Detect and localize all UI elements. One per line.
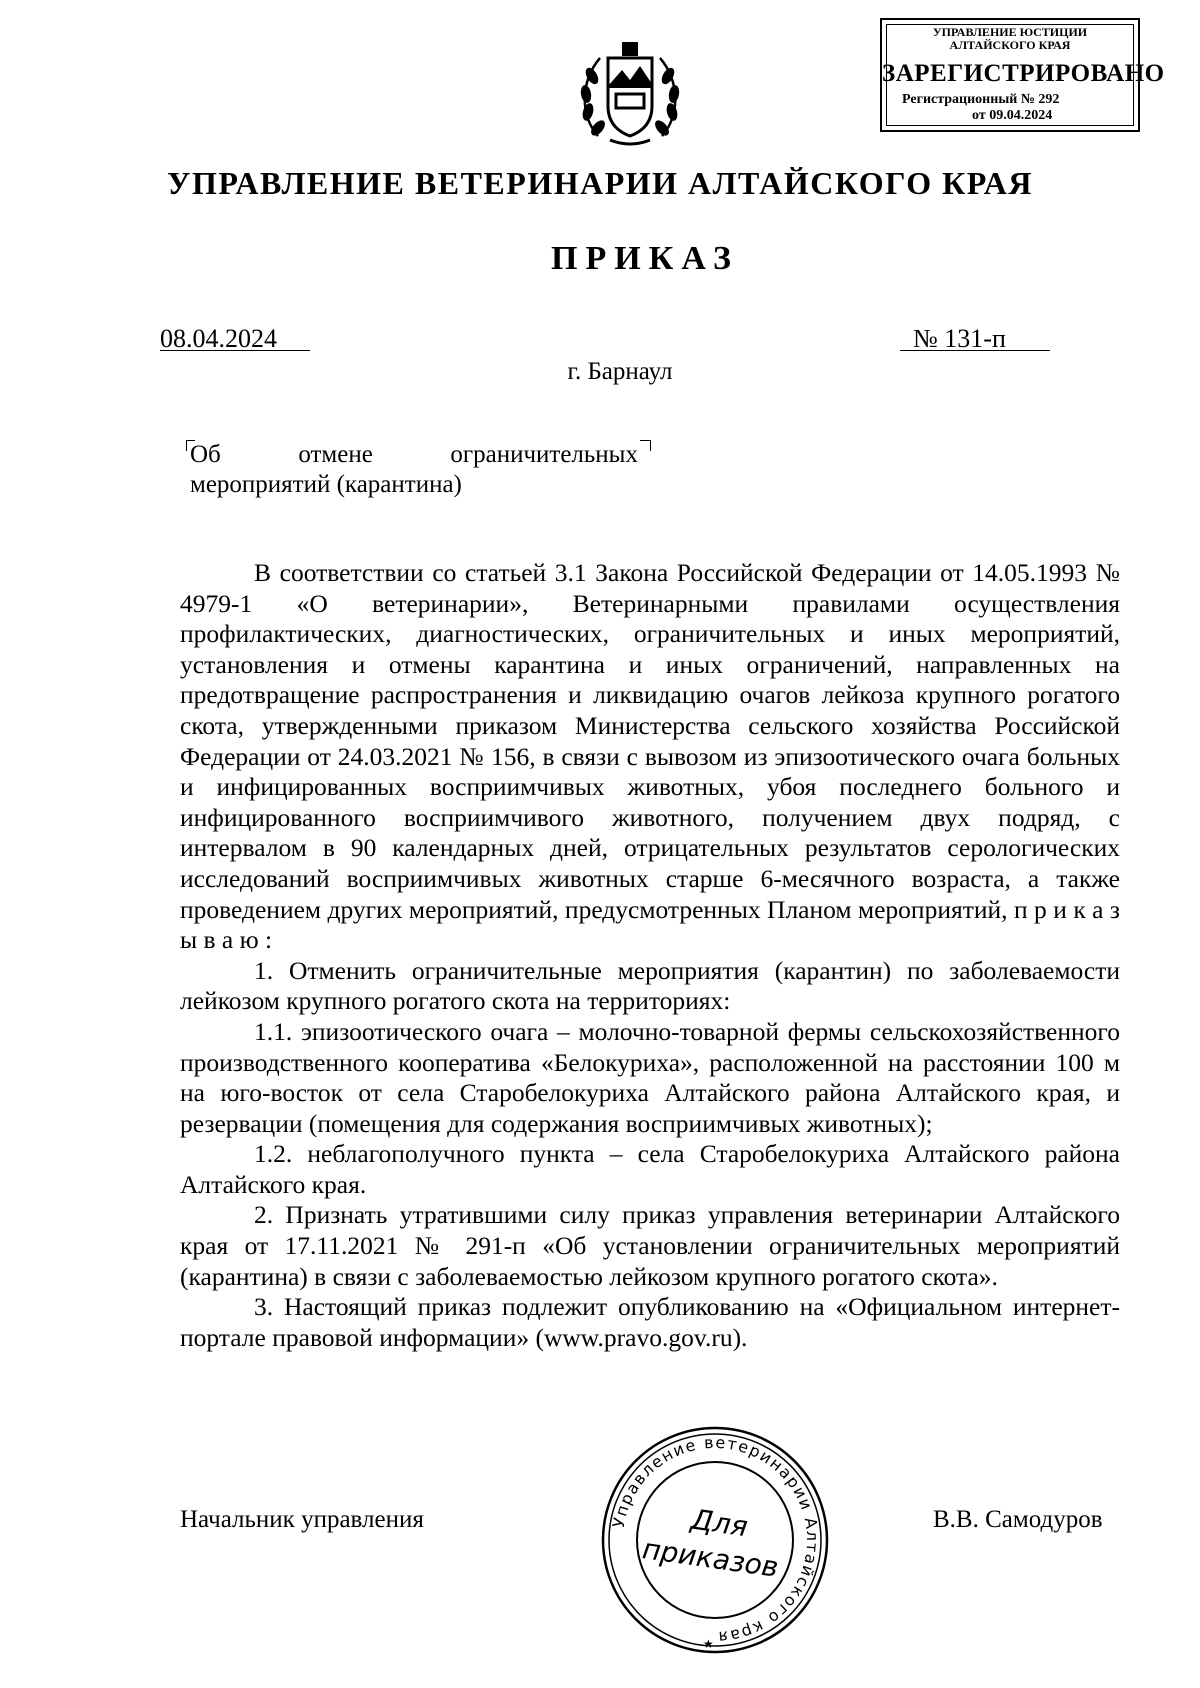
- item-3: 3. Настоящий приказ подлежит опубликованию на «Официальном интернет-портале правовой информации» (www.pravo.gov.ru).: [180, 1292, 1120, 1352]
- round-seal: [595, 1420, 835, 1660]
- subject-word-1: Об: [190, 441, 221, 468]
- subject-bracket-right: [640, 440, 651, 451]
- item-1-1: 1.1. эпизоотического очага – молочно-товарной фермы сельскохозяйственного производственного кооператива «Белокуриха», расположенной на расстоянии 100 м на юго-восток от села Старобелокуриха Алтайского района Алтайского края, и резервации (помещения для содержания восприимчивых животных);: [180, 1016, 1120, 1138]
- registration-stamp: [880, 18, 1165, 132]
- subject-line-1: [190, 440, 638, 470]
- item-1-2: 1.2. неблагополучного пункта – села Старобелокуриха Алтайского района Алтайского края.: [180, 1139, 1120, 1199]
- seal-center-line2: приказов: [640, 1532, 781, 1584]
- item-1: 1. Отменить ограничительные мероприятия (карантин) по заболеваемости лейкозом крупного рогатого скота на территориях:: [180, 955, 1120, 1016]
- seal-center-line1: Для: [689, 1502, 750, 1544]
- order-body: [180, 558, 1120, 1353]
- order-date-underline: [160, 350, 310, 351]
- order-number: № 131-п: [913, 324, 1006, 353]
- order-date: 08.04.2024: [160, 324, 277, 353]
- preamble-text: В соответствии со статьей 3.1 Закона Российской Федерации от 14.05.1993 № 4979-1 «О ветеринарии», Ветеринарными правилами осуществления профилактических, диагностических, ограничительных и иных мероприятий, установления и отмены карантина и иных ограничений, направленных на предотвращение распространения и ликвидацию очагов лейкоза крупного рогатого скота, утвержденными приказом Министерства сельского хозяйства Российской Федерации от 24.03.2021 № 156, в связи с вывозом из эпизоотического очага больных и инфицированных восприимчивых животных, убоя последнего больного и инфицированного восприимчивого животного, получением двух подряд, с интервалом в 90 календарных дней, отрицательных результатов серологических исследований восприимчивых животных старше 6-месячного возраста, а также проведением других мероприятий, предусмотренных Планом мероприятий,: [180, 558, 1120, 924]
- registration-stamp-line1: УПРАВЛЕНИЕ ЮСТИЦИИ: [932, 25, 1088, 39]
- order-subject: [190, 440, 638, 500]
- registration-stamp-line2: АЛТАЙСКОГО КРАЯ: [949, 38, 1071, 52]
- document-type: ПРИКАЗ: [551, 240, 739, 277]
- order-word: п р и к а з ы в а ю :: [180, 894, 1121, 955]
- registration-stamp-title: ЗАРЕГИСТРИРОВАНО: [882, 60, 1165, 87]
- city: г. Барнаул: [567, 358, 673, 385]
- subject-word-2: отмене: [298, 441, 373, 468]
- registration-number: Регистрационный № 292: [902, 92, 1060, 107]
- subject-line-2: мероприятий (карантина): [190, 471, 462, 498]
- preamble-paragraph: [180, 558, 1120, 956]
- coat-of-arms-emblem: [570, 36, 690, 156]
- signatory-name: В.В. Самодуров: [933, 1506, 1103, 1533]
- seal-star-icon: ★: [703, 1637, 714, 1651]
- organization-title: УПРАВЛЕНИЕ ВЕТЕРИНАРИИ АЛТАЙСКОГО КРАЯ: [167, 165, 1033, 201]
- signatory-role: Начальник управления: [180, 1506, 424, 1533]
- item-2: 2. Признать утратившими силу приказ управления ветеринарии Алтайского края от 17.11.2021 № 291-п «Об установлении ограничительных мероприятий (карантина) в связи с заболеваемостью лейкозом крупного рогатого скота».: [180, 1200, 1120, 1291]
- subject-word-3: ограничительных: [450, 441, 638, 468]
- registration-stamp-header: [882, 26, 1138, 52]
- registration-date: от 09.04.2024: [972, 108, 1053, 123]
- order-number-underline: [900, 350, 1050, 351]
- seal-ring-text: Управление ветеринарии Алтайского края: [608, 1432, 823, 1648]
